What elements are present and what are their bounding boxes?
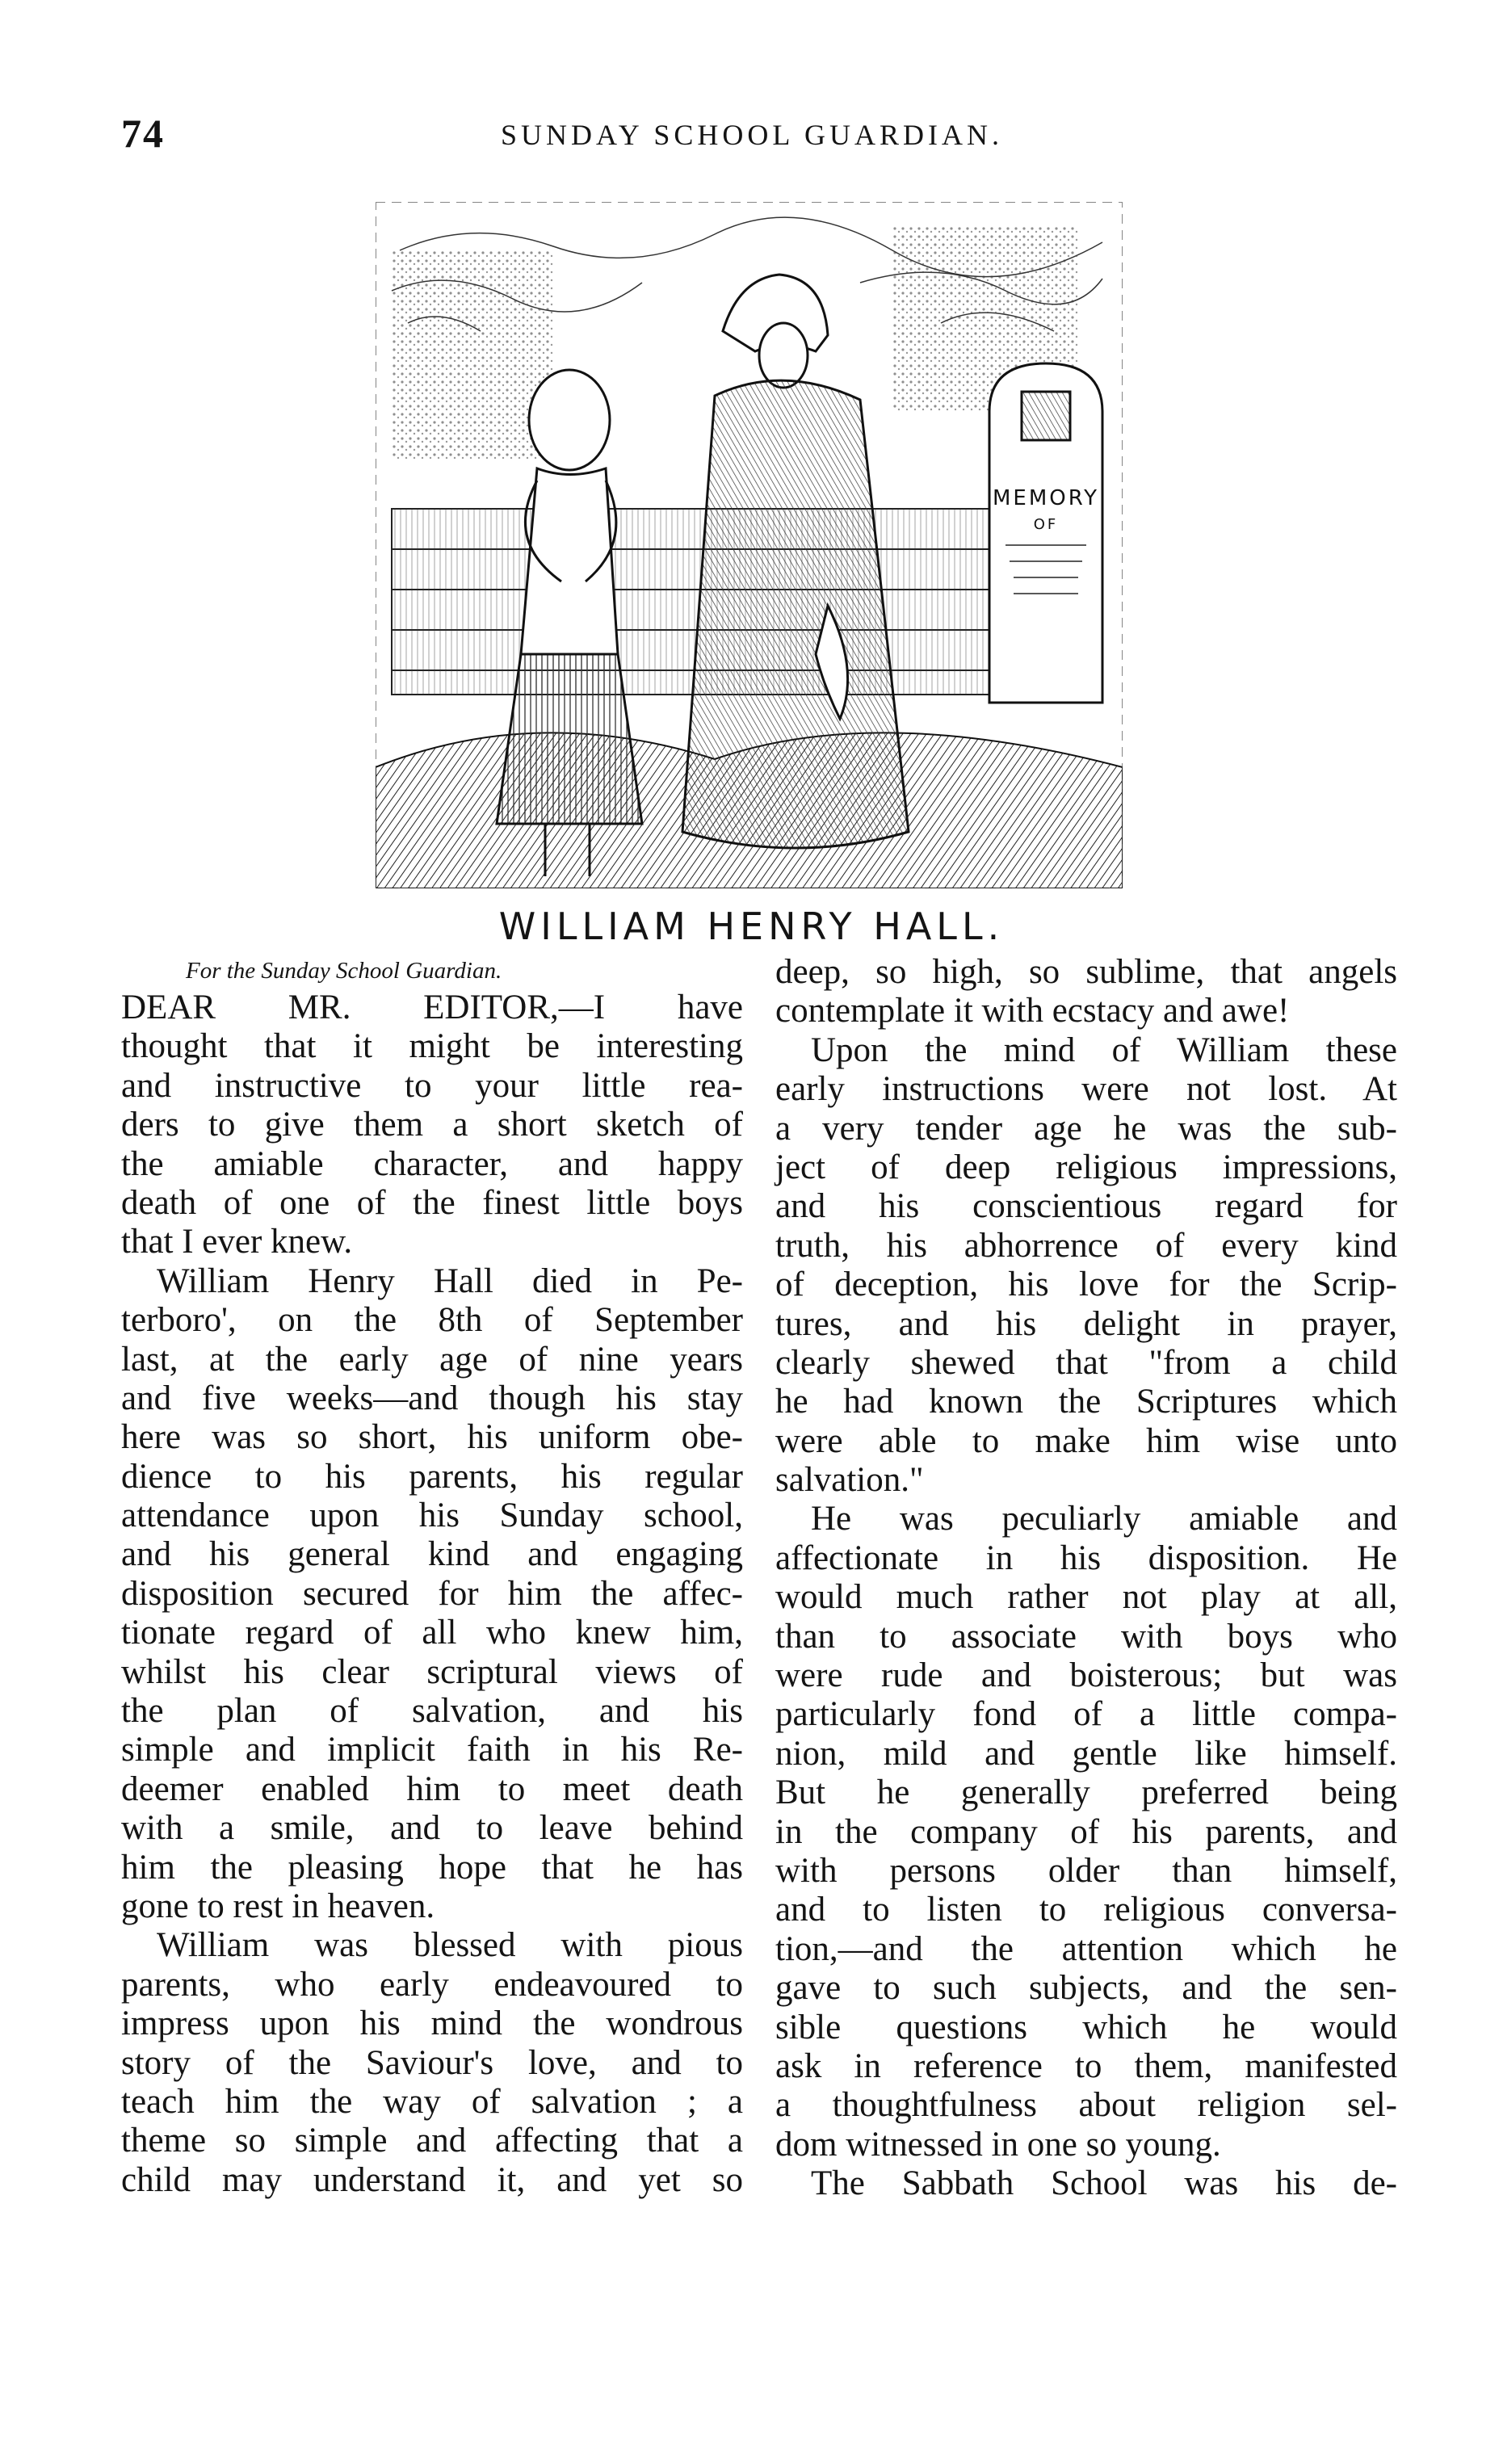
text-line: were able to make him wise unto — [775, 1421, 1397, 1460]
byline: For the Sunday School Guardian. — [186, 958, 502, 984]
text-line: last, at the early age of nine years — [121, 1340, 743, 1379]
text-line: simple and implicit faith in his Re- — [121, 1731, 743, 1769]
text-line: deep, so high, so sublime, that angels — [775, 953, 1397, 991]
journal-title: SUNDAY SCHOOL GUARDIAN. — [501, 119, 1004, 151]
text-line: DEAR MR. EDITOR,—I have — [121, 989, 743, 1026]
text-line: the plan of salvation, and his — [121, 1692, 743, 1731]
text-line: the amiable character, and happy — [121, 1144, 743, 1183]
text-line: than to associate with boys who — [775, 1617, 1397, 1656]
text-line: theme so simple and affecting that a — [121, 2122, 743, 2160]
text-line: dom witnessed in one so young. — [775, 2125, 1221, 2164]
text-line: parents, who early endeavoured to — [121, 1965, 743, 2004]
text-line: impress upon his mind the wondrous — [121, 2004, 743, 2043]
engraving-illustration — [376, 202, 1123, 888]
text-line: terboro', on the 8th of September — [121, 1301, 743, 1340]
engraving-svg — [376, 202, 1123, 888]
text-line: tionate regard of all who knew him, — [121, 1614, 743, 1652]
text-line: ask in reference to them, manifested — [775, 2046, 1397, 2085]
text-line: him the pleasing hope that he has — [121, 1848, 743, 1887]
text-line: child may understand it, and yet so — [121, 2160, 743, 2199]
text-line: deemer enabled him to meet death — [121, 1769, 743, 1808]
text-line: with a smile, and to leave behind — [121, 1809, 743, 1848]
text-line: Upon the mind of William these — [811, 1031, 1397, 1069]
text-line: clearly shewed that "from a child — [775, 1343, 1397, 1382]
text-line: disposition secured for him the affec- — [121, 1574, 743, 1613]
running-head — [121, 110, 1389, 158]
text-line: a very tender age he was the sub- — [775, 1109, 1397, 1148]
text-line: salvation." — [775, 1461, 924, 1500]
page-number: 74 — [121, 111, 165, 156]
text-line: The Sabbath School was his de- — [811, 2164, 1397, 2203]
text-line: and to listen to religious conversa- — [775, 1891, 1397, 1929]
gravestone — [989, 363, 1102, 703]
gravestone-inscription-1: MEMORY — [992, 486, 1100, 510]
text-line: here was so short, his uniform obe- — [121, 1418, 743, 1457]
text-line: whilst his clear scriptural views of — [121, 1652, 743, 1691]
text-line: particularly fond of a little compa- — [775, 1695, 1397, 1734]
text-line: he had known the Scriptures which — [775, 1383, 1397, 1421]
text-line: nion, mild and gentle like himself. — [775, 1734, 1397, 1773]
text-line: But he generally preferred being — [775, 1773, 1397, 1812]
text-line: were rude and boisterous; but was — [775, 1656, 1397, 1695]
text-line: in the company of his parents, and — [775, 1812, 1397, 1851]
text-line: teach him the way of salvation ; a — [121, 2082, 743, 2121]
text-line: gone to rest in heaven. — [121, 1887, 435, 1925]
text-line: sible questions which he would — [775, 2008, 1397, 2046]
text-line: with persons older than himself, — [775, 1851, 1397, 1890]
gravestone-inscription-2: OF — [1033, 516, 1059, 533]
text-line: and five weeks—and though his stay — [121, 1379, 743, 1417]
text-line: attendance upon his Sunday school, — [121, 1496, 743, 1535]
article-title: WILLIAM HENRY HALL. — [498, 905, 1005, 948]
text-line: ject of deep religious impressions, — [775, 1148, 1397, 1186]
left-column — [121, 953, 743, 2200]
text-line: dience to his parents, his regular — [121, 1457, 743, 1496]
text-line: and his conscientious regard for — [775, 1187, 1397, 1226]
text-line: would much rather not play at all, — [775, 1578, 1397, 1617]
text-line: tures, and his delight in prayer, — [775, 1304, 1397, 1343]
right-column — [775, 953, 1397, 2204]
text-line: and instructive to your little rea- — [121, 1066, 743, 1105]
text-line: early instructions were not lost. At — [775, 1070, 1397, 1109]
text-line: truth, his abhorrence of every kind — [775, 1226, 1397, 1265]
text-line: that I ever knew. — [121, 1223, 353, 1261]
text-line: ders to give them a short sketch of — [121, 1106, 743, 1144]
text-line: and his general kind and engaging — [121, 1535, 743, 1574]
woman-figure — [682, 275, 909, 848]
text-line: gave to such subjects, and the sen- — [775, 1969, 1397, 2008]
text-line: tion,—and the attention which he — [775, 1929, 1397, 1968]
text-line: contemplate it with ecstacy and awe! — [775, 992, 1290, 1031]
text-line: He was peculiarly amiable and — [811, 1500, 1397, 1538]
text-line: affectionate in his disposition. He — [775, 1538, 1397, 1577]
text-line: of deception, his love for the Scrip- — [775, 1266, 1397, 1304]
text-line: death of one of the finest little boys — [121, 1183, 743, 1222]
text-line: William was blessed with pious — [157, 1926, 743, 1965]
text-line: story of the Saviour's love, and to — [121, 2043, 743, 2082]
text-line: a thoughtfulness about religion sel- — [775, 2086, 1397, 2125]
text-line: thought that it might be interesting — [121, 1027, 743, 1066]
text-line: William Henry Hall died in Pe- — [157, 1261, 743, 1300]
